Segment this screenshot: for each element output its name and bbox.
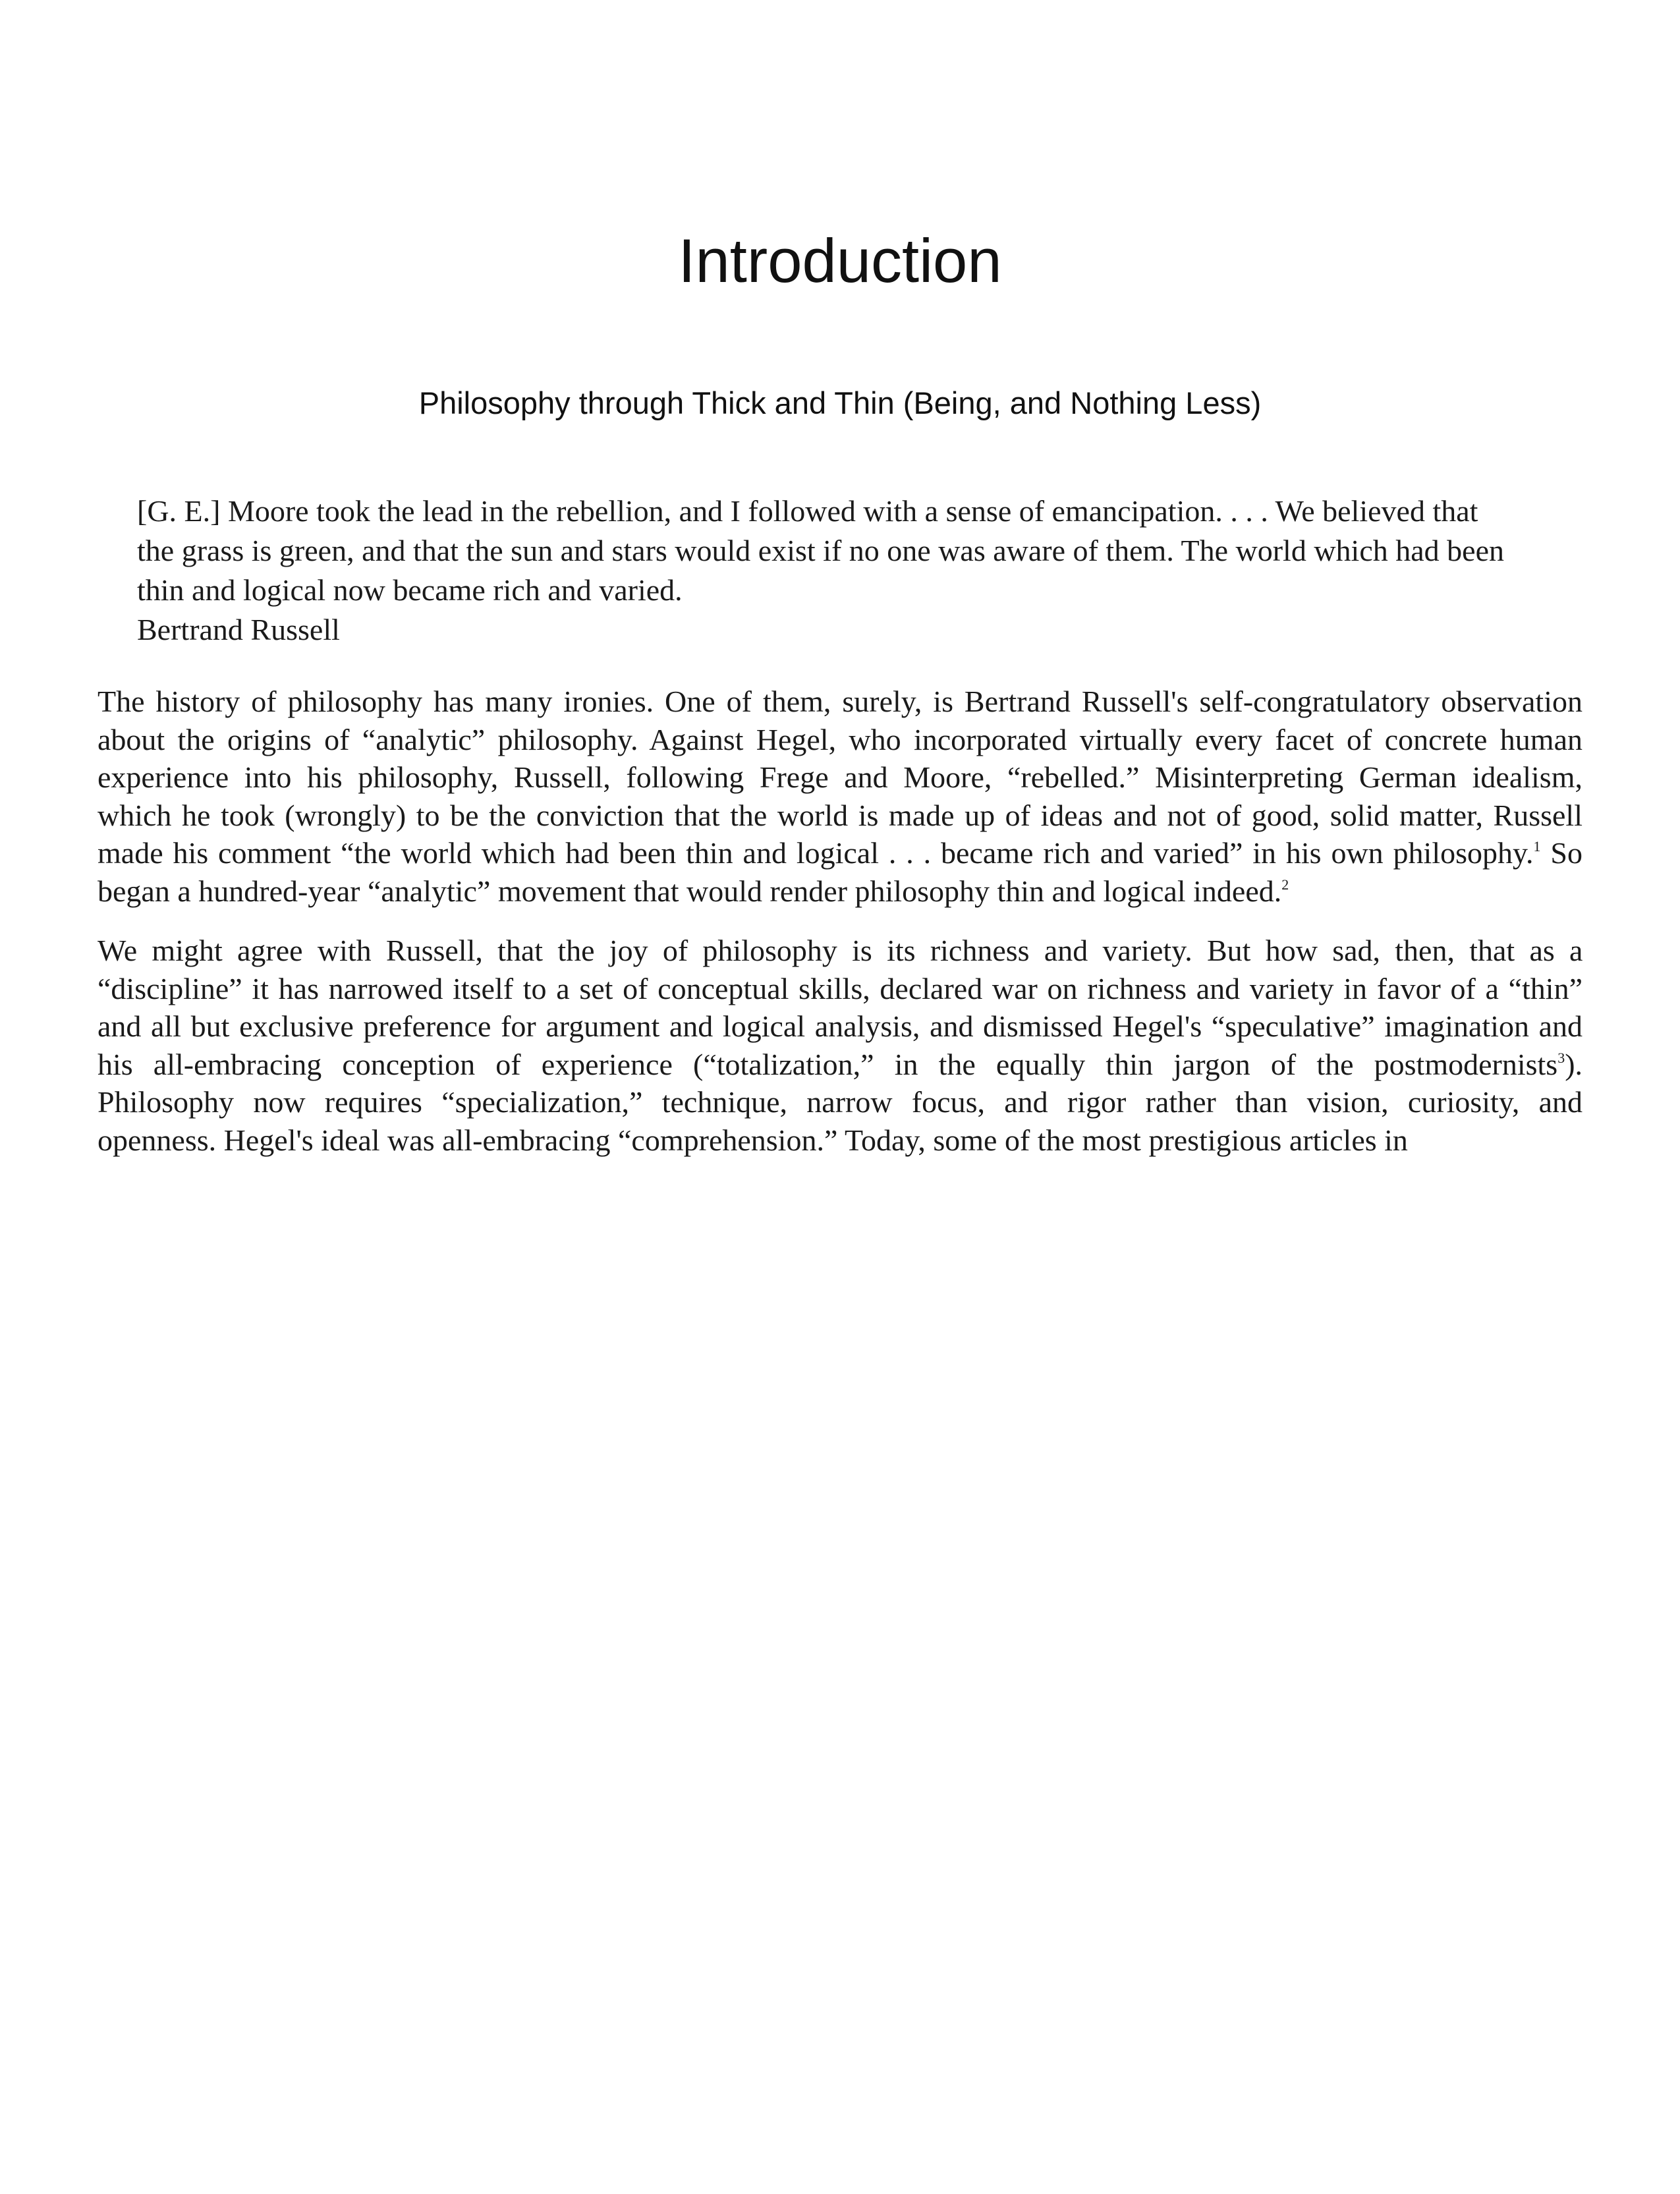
line-text: his all-embracing conception of experience (“totalization,” in the equally thin jargon of the postmodernists: [98, 1047, 1558, 1081]
chapter-title: Introduction: [678, 226, 1002, 295]
chapter-subtitle: Philosophy through Thick and Thin (Being, and Nothing Less): [418, 385, 1262, 420]
line-text: began a hundred-year “analytic” movement that would render philosophy thin and logical indeed.: [98, 874, 1282, 908]
paragraph-line: [98, 872, 1582, 911]
line-text: So: [1540, 836, 1582, 870]
line-text: We might agree with Russell, that the joy of philosophy is its richness and variety. But how sad, then, that as a: [98, 934, 1583, 967]
epigraph-author: Bertrand Russell: [137, 613, 340, 646]
paragraph-line: [98, 797, 1582, 835]
paragraph-line: [98, 834, 1582, 872]
line-text: openness. Hegel's ideal was all-embracing “comprehension.” Today, some of the most prestigious articles in: [98, 1123, 1408, 1157]
line-text: Philosophy now requires “specialization,” technique, narrow focus, and rigor rather than vision, curiosity, and: [98, 1085, 1583, 1119]
epigraph: [137, 492, 1573, 650]
footnote-marker[interactable]: 1: [1533, 838, 1541, 855]
line-text: The history of philosophy has many ironies. One of them, surely, is Bertrand Russell's self-congratulatory observation: [98, 685, 1582, 718]
footnote-marker[interactable]: 3: [1557, 1049, 1565, 1066]
paragraph-line: [98, 1083, 1582, 1121]
paragraph-line: [98, 721, 1582, 759]
paragraph-line: [98, 1007, 1582, 1046]
line-text: experience into his philosophy, Russell, following Frege and Moore, “rebelled.” Misinterpreting German idealism,: [98, 760, 1582, 795]
paragraph-line: [98, 932, 1582, 970]
epigraph-line: thin and logical now became rich and varied.: [137, 573, 683, 607]
line-text: “discipline” it has narrowed itself to a set of conceptual skills, declared war on richness and variety in favor of a “thin”: [98, 971, 1582, 1005]
body-paragraph: [98, 932, 1582, 1160]
paragraph-line: [98, 1046, 1582, 1084]
line-text: which he took (wrongly) to be the conviction that the world is made up of ideas and not of good, solid matter, Russell: [98, 798, 1582, 832]
line-text: made his comment “the world which had been thin and logical . . . became rich and varied” in his own philosophy.: [98, 836, 1534, 870]
line-text: and all but exclusive preference for argument and logical analysis, and dismissed Hegel's “speculative” imagination and: [98, 1009, 1583, 1044]
paragraph-line: [98, 758, 1582, 797]
paragraph-line: [98, 970, 1582, 1008]
paragraph-line: [98, 683, 1582, 721]
epigraph-line: [G. E.] Moore took the lead in the rebellion, and I followed with a sense of emancipation. . . . We believed that: [137, 494, 1478, 528]
footnote-marker[interactable]: 2: [1281, 876, 1289, 893]
body-paragraph: [98, 683, 1582, 911]
line-text: about the origins of “analytic” philosophy. Against Hegel, who incorporated virtually every facet of concrete human: [98, 722, 1582, 756]
paragraph-line: [98, 1121, 1582, 1160]
line-text: ).: [1565, 1047, 1583, 1081]
epigraph-line: the grass is green, and that the sun and stars would exist if no one was aware of them. The world which had been: [137, 534, 1504, 567]
